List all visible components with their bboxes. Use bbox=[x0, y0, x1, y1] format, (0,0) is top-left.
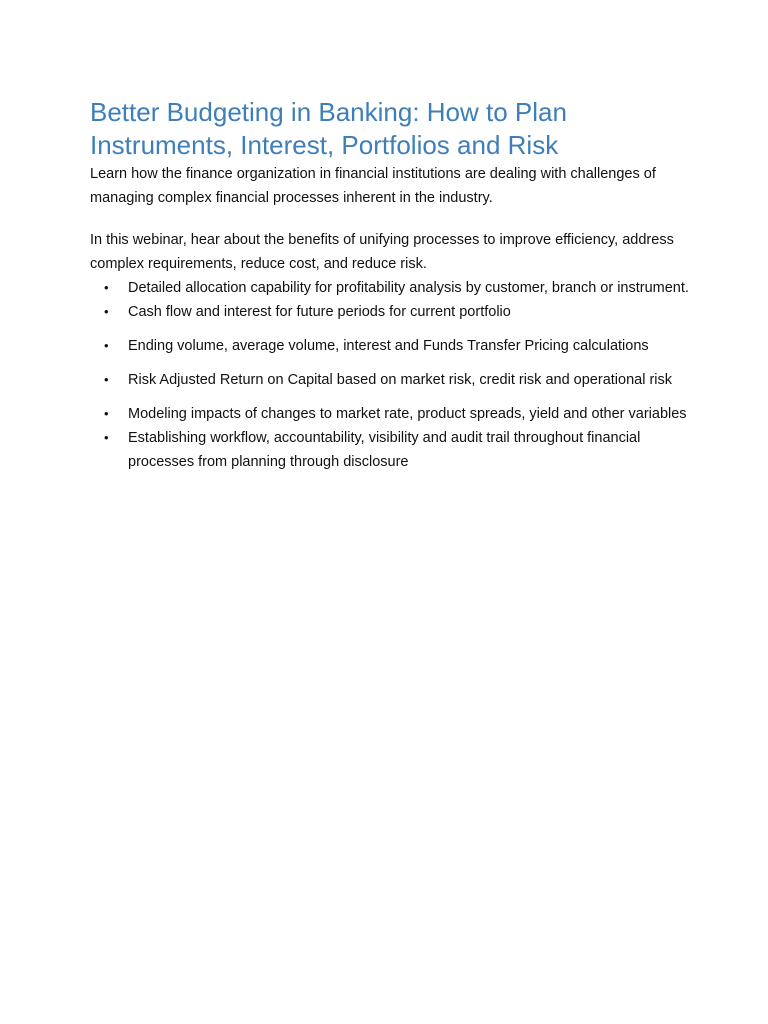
list-item-text: Modeling impacts of changes to market rate, product spreads, yield and other variables bbox=[128, 406, 687, 422]
bullet-icon: • bbox=[104, 406, 109, 421]
list-item-text: Ending volume, average volume, interest and Funds Transfer Pricing calculations bbox=[128, 338, 649, 354]
bullet-icon: • bbox=[104, 372, 109, 387]
list-item-text: Detailed allocation capability for profitability analysis by customer, branch or instrument. bbox=[128, 280, 689, 296]
benefits-list bbox=[90, 276, 690, 474]
list-item bbox=[90, 276, 690, 300]
list-item bbox=[90, 300, 690, 324]
bullet-icon: • bbox=[104, 304, 109, 319]
webinar-paragraph: In this webinar, hear about the benefits of unifying processes to improve efficiency, address complex requirements, reduce cost, and reduce risk. bbox=[90, 232, 674, 272]
list-item bbox=[90, 426, 690, 474]
intro-paragraph: Learn how the finance organization in financial institutions are dealing with challenges of managing complex financial processes inherent in the industry. bbox=[90, 166, 656, 206]
bullet-icon: • bbox=[104, 430, 109, 445]
list-item bbox=[90, 368, 690, 392]
list-item bbox=[90, 402, 690, 426]
list-item-text: Cash flow and interest for future periods for current portfolio bbox=[128, 304, 511, 320]
bullet-icon: • bbox=[104, 338, 109, 353]
list-item bbox=[90, 334, 690, 358]
bullet-icon: • bbox=[104, 280, 109, 295]
list-item-text: Risk Adjusted Return on Capital based on market risk, credit risk and operational risk bbox=[128, 372, 673, 388]
document-content bbox=[90, 96, 690, 474]
list-item-text: Establishing workflow, accountability, visibility and audit trail throughout financial processes from planning through disclosure bbox=[128, 430, 641, 470]
document-title: Better Budgeting in Banking: How to Plan Instruments, Interest, Portfolios and Risk bbox=[90, 97, 567, 160]
